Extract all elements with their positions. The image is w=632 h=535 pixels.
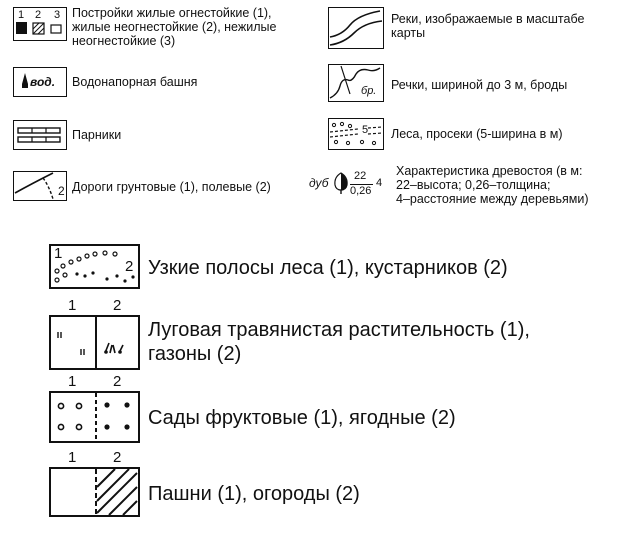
fields-symbol-box — [49, 467, 140, 517]
forest-strips-icon — [49, 244, 140, 289]
fields-num-2: 2 — [113, 449, 122, 466]
fields-hatch-icon — [49, 467, 140, 517]
tree-species: дуб — [309, 176, 329, 190]
rivers-icon — [328, 7, 384, 49]
forest-strips-num-2: 2 — [125, 258, 134, 275]
roads-symbol-box — [13, 171, 67, 201]
meadow-num-2: 2 — [113, 297, 122, 314]
tree-icon — [333, 171, 349, 195]
buildings-num-2: 2 — [35, 9, 42, 21]
buildings-icon — [13, 7, 67, 41]
forest-clearings-icon — [328, 118, 384, 150]
forest-strips-symbol-box — [49, 244, 140, 289]
buildings-num-1: 1 — [18, 9, 25, 21]
roads-num-2: 2 — [58, 184, 65, 198]
gardens-num-2: 2 — [113, 373, 122, 390]
streams-label: Речки, шириной до 3 м, броды — [391, 78, 568, 92]
roads-label: Дороги грунтовые (1), полевые (2) — [72, 180, 271, 194]
meadow-icon — [49, 315, 140, 370]
tree-height: 22 — [354, 170, 367, 182]
buildings-symbol-box — [13, 7, 67, 41]
meadow-label: Луговая травянистая растительность (1), газоны (2) — [148, 319, 530, 365]
fields-label: Пашни (1), огороды (2) — [148, 483, 360, 505]
forest-clearings-width: 5 — [362, 124, 369, 136]
buildings-label: Постройки жилые огнестойкие (1), жилые неогнестойкие (2), нежилые неогнестойкие (3) — [72, 6, 277, 48]
water-tower-symbol-box — [13, 67, 67, 97]
forest-strips-label: Узкие полосы леса (1), кустарников (2) — [148, 257, 508, 279]
fields-num-1: 1 — [68, 449, 77, 466]
gardens-label: Сады фруктовые (1), ягодные (2) — [148, 407, 456, 429]
streams-abbr: бр. — [361, 85, 377, 97]
meadow-num-1: 1 — [68, 297, 77, 314]
greenhouses-symbol-box — [13, 120, 67, 150]
greenhouses-icon — [13, 120, 67, 150]
water-tower-abbr: вод. — [30, 75, 56, 89]
greenhouses-label: Парники — [72, 128, 122, 142]
forest-clearings-symbol-box — [328, 118, 384, 150]
gardens-icon — [49, 391, 140, 443]
tree-thickness: 0,26 — [350, 185, 372, 197]
streams-symbol-box — [328, 64, 384, 102]
forest-strips-num-1: 1 — [54, 245, 63, 262]
gardens-symbol-box — [49, 391, 140, 443]
gardens-num-1: 1 — [68, 373, 77, 390]
tree-stand-symbol — [309, 166, 391, 202]
meadow-symbol-box — [49, 315, 140, 370]
tree-stand-label: Характеристика древостоя (в м: 22–высота; 0,26–толщина; 4–расстояние между деревьями) — [396, 164, 589, 206]
buildings-num-3: 3 — [54, 9, 61, 21]
tree-distance: 4 — [376, 177, 383, 189]
rivers-label: Реки, изображаемые в масштабе карты — [391, 12, 585, 40]
forest-clearings-label: Леса, просеки (5-ширина в м) — [391, 127, 563, 141]
water-tower-label: Водонапорная башня — [72, 75, 198, 89]
rivers-symbol-box — [328, 7, 384, 49]
